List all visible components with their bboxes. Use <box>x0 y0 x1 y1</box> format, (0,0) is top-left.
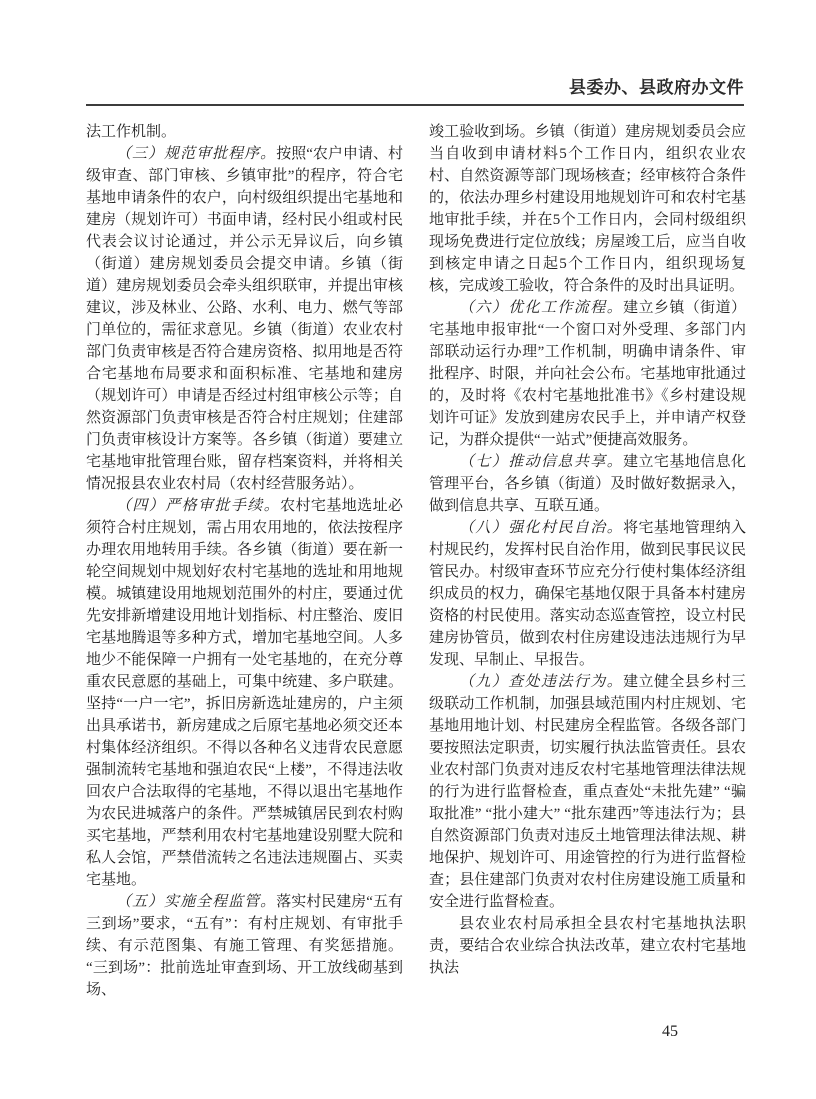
section-heading: （四）严格审批手续。 <box>116 498 281 514</box>
paragraph: （三）规范审批程序。按照“农户申请、村级审查、部门审核、乡镇审批”的程序，符合宅基地申请条件的农户，向村级组织提出宅基地和建房（规划许可）书面申请，经村民小组或村民代表会议讨论通过，并公示无异议后，向乡镇（街道）建房规划委员会提交申请。乡镇（街道）建房规划委员会牵头组织联审，并提出审核建议，涉及林业、公路、水利、电力、燃气等部门单位的，需征求意见。乡镇（街道）农业农村部门负责审核是否符合建房资格、拟用地是否符合宅基地布局要求和面积标准、宅基地和建房（规划许可）申请是否经过村组审核公示等；自然资源部门负责审核是否符合村庄规划；住建部门负责审核设计方案等。各乡镇（街道）要建立宅基地审批管理台账，留存档案资料，并将相关情况报县农业农村局（农村经营服务站）。 <box>86 146 403 492</box>
paragraph: （九）查处违法行为。建立健全县乡村三级联动工作机制，加强县域范围内村庄规划、宅基地用地计划、村民建房全程监管。各级各部门要按照法定职责，切实履行执法监管责任。县农业农村部门负责对违反农村宅基地管理法律法规的行为进行监督检查，重点查处“未批先建” “骗取批准” “批小建大” “批东建西”等违法行为；县自然资源部门负责对违反土地管理法律法规、耕地保护、规划许可、用途管控的行为进行监督检查；县住建部门负责对农村住房建设施工质量和安全进行监督检查。 <box>429 674 746 910</box>
document-body <box>86 121 746 1001</box>
paragraph: （四）严格审批手续。农村宅基地选址必须符合村庄规划，需占用农用地的，依法按程序办理农用地转用手续。各乡镇（街道）要在新一轮空间规划中规划好农村宅基地的选址和用地规模。城镇建设用地规划范围外的村庄，要通过优先安排新增建设用地计划指标、村庄整治、废旧宅基地腾退等多种方式，增加宅基地空间。人多地少不能保障一户拥有一处宅基地的，在充分尊重农民意愿的基础上，可集中统建、多户联建。坚持“一户一宅”，拆旧房新选址建房的，户主须出具承诺书，新房建成之后原宅基地必须交还本村集体经济组织。不得以各种名义违背农民意愿强制流转宅基地和强迫农民“上楼”，不得违法收回农户合法取得的宅基地，不得以退出宅基地作为农民进城落户的条件。严禁城镇居民到农村购买宅基地，严禁利用农村宅基地建设别墅大院和私人会馆，严禁借流转之名违法违规圈占、买卖宅基地。 <box>86 498 403 888</box>
column-right <box>429 121 746 1001</box>
paragraph: （八）强化村民自治。将宅基地管理纳入村规民约，发挥村民自治作用，做到民事民议民管民办。村级审查环节应充分行使村集体经济组织成员的权力，确保宅基地仅限于具备本村建房资格的村民使用。落实动态巡查管控，设立村民建房协管员，做到农村住房建设违法违规行为早发现、早制止、早报告。 <box>429 520 746 668</box>
header-title: 县委办、县政府办文件 <box>569 78 744 97</box>
paragraph: （六）优化工作流程。建立乡镇（街道）宅基地申报审批“一个窗口对外受理、多部门内部联动运行办理”工作机制，明确申请条件、审批程序、时限，并向社会公布。宅基地审批通过的，及时将《农村宅基地批准书》《乡村建设规划许可证》发放到建房农民手上，并申请产权登记，为群众提供“一站式”便捷高效服务。 <box>429 300 746 448</box>
paragraph: 县农业农村局承担全县农村宅基地执法职责，要结合农业综合执法改革，建立农村宅基地执法 <box>429 916 746 976</box>
section-heading: （三）规范审批程序。 <box>116 146 277 162</box>
section-heading: （九）查处违法行为。 <box>459 674 624 690</box>
section-heading: （五）实施全程监管。 <box>116 894 277 910</box>
section-heading: （六）优化工作流程。 <box>459 300 624 316</box>
page-number: 45 <box>662 1023 678 1040</box>
page-header <box>86 78 744 106</box>
section-heading: （七）推动信息共享。 <box>459 454 624 470</box>
paragraph: 法工作机制。 <box>86 124 177 140</box>
column-left <box>86 121 403 1001</box>
paragraph: （五）实施全程监管。落实村民建房“五有三到场”要求，“五有”：有村庄规划、有审批手续、有示范图集、有施工管理、有奖惩措施。“三到场”：批前选址审查到场、开工放线砌基到场、 <box>86 894 403 998</box>
paragraph: 竣工验收到场。乡镇（街道）建房规划委员会应当自收到申请材料5个工作日内，组织农业农村、自然资源等部门现场核查；经审核符合条件的，依法办理乡村建设用地规划许可和农村宅基地审批手续，并在5个工作日内，会同村级组织现场免费进行定位放线；房屋竣工后，应当自收到核定申请之日起5个工作日内，组织现场复核，完成竣工验收，符合条件的及时出具证明。 <box>429 124 746 294</box>
paragraph: （七）推动信息共享。建立宅基地信息化管理平台，各乡镇（街道）及时做好数据录入，做到信息共享、互联互通。 <box>429 454 746 514</box>
section-heading: （八）强化村民自治。 <box>459 520 624 536</box>
